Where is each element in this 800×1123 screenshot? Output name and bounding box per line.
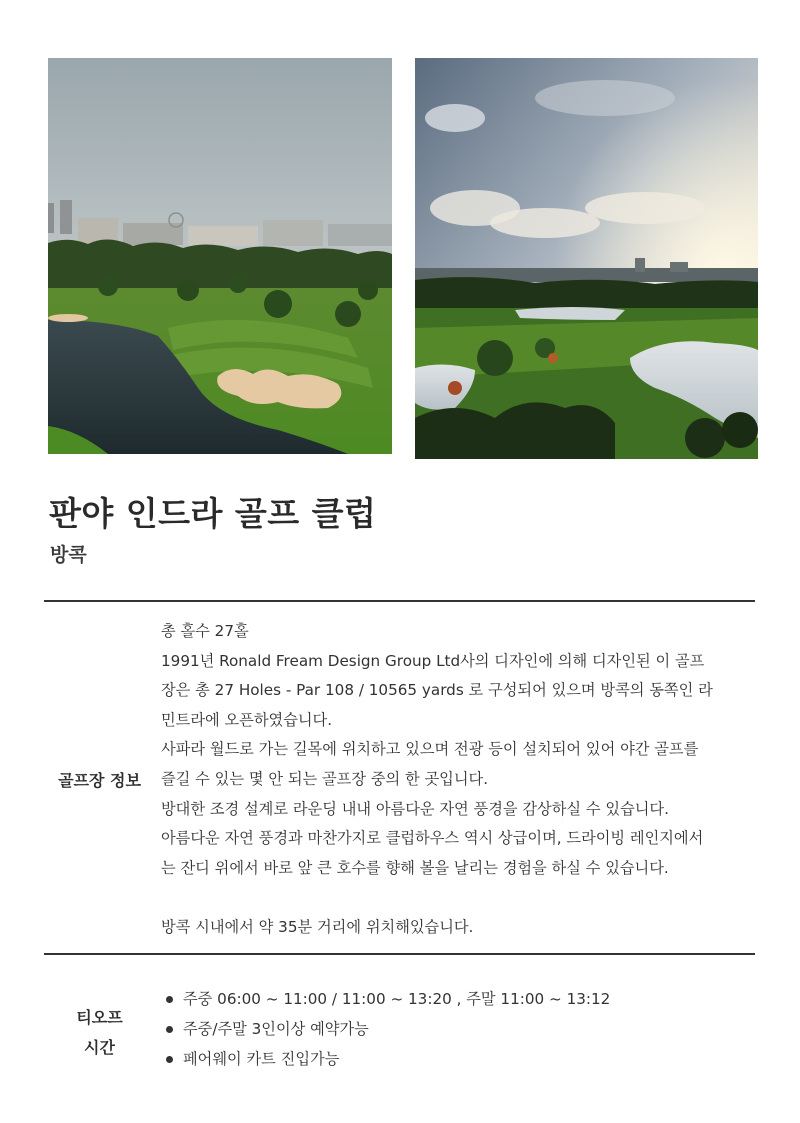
teeoff-list (163, 985, 610, 1074)
golf-course-sunset-image (415, 58, 758, 459)
info-line: 민트라에 오픈하였습니다. (161, 710, 333, 729)
teeoff-label-line1: 티오프 (76, 1008, 123, 1027)
info-line: 1991년 Ronald Fream Design Group Ltd사의 디자인에 의해 디자인된 이 골프 (161, 651, 705, 670)
info-line: 총 홀수 27홀 (161, 622, 249, 640)
info-spacer (161, 883, 751, 913)
info-line: 즐길 수 있는 몇 안 되는 골프장 중의 한 곳입니다. (161, 769, 489, 788)
course-city: 방콕 (50, 544, 87, 566)
golf-course-lake-image (48, 58, 392, 454)
teeoff-label (52, 1003, 147, 1063)
info-footer: 방콕 시내에서 약 35분 거리에 위치해있습니다. (161, 917, 474, 936)
golf-course-photo-left (48, 58, 392, 454)
course-title: 판야 인드라 골프 클럽 (49, 494, 377, 533)
info-label: 골프장 정보 (58, 771, 141, 790)
teeoff-item: 페어웨이 카트 진입가능 (163, 1045, 610, 1075)
course-info-text (161, 617, 751, 943)
teeoff-item: 주중/주말 3인이상 예약가능 (163, 1015, 610, 1045)
info-line: 장은 총 27 Holes - Par 108 / 10565 yards 로 구성되어 있으며 방콕의 동쪽인 라 (161, 681, 713, 700)
divider-middle (44, 953, 755, 955)
divider-top (44, 600, 755, 602)
golf-course-photo-right (415, 58, 758, 459)
teeoff-label-line2: 시간 (84, 1038, 115, 1057)
teeoff-item: 주중 06:00 ~ 11:00 / 11:00 ~ 13:20 , 주말 11:00 ~ 13:12 (163, 985, 610, 1015)
info-line: 사파라 월드로 가는 길목에 위치하고 있으며 전광 등이 설치되어 있어 야간 골프를 (161, 740, 699, 759)
info-line: 방대한 조경 설계로 라운딩 내내 아름다운 자연 풍경을 감상하실 수 있습니다. (161, 799, 669, 818)
info-line: 아름다운 자연 풍경과 마찬가지로 클럽하우스 역시 상급이며, 드라이빙 레인지에서 (161, 829, 704, 848)
info-line: 는 잔디 위에서 바로 앞 큰 호수를 향해 볼을 날리는 경험을 하실 수 있습니다. (161, 858, 669, 877)
